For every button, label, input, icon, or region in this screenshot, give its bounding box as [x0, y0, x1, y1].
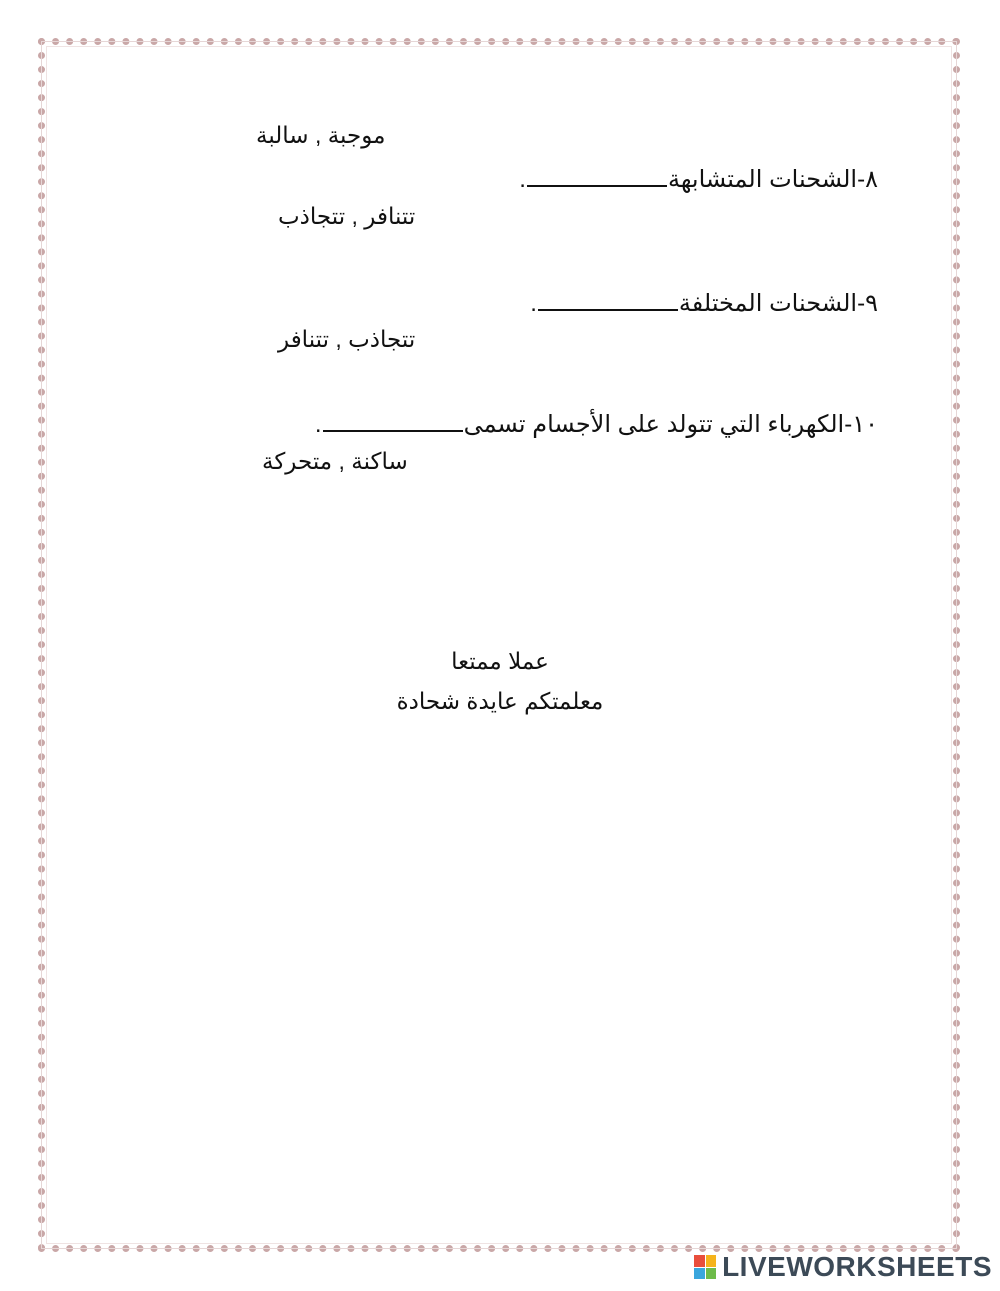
question-10-text: الكهرباء التي تتولد على الأجسام تسمى [463, 411, 845, 438]
question-9-text: الشحنات المختلفة [678, 290, 858, 317]
liveworksheets-logo[interactable] [694, 1251, 992, 1283]
choices-10: ساكنة , متحركة [262, 448, 408, 474]
question-8-number: ٨- [857, 166, 878, 193]
answer-blank-10[interactable] [323, 408, 463, 432]
brand-name: LIVEWORKSHEETS [722, 1251, 992, 1282]
choices-9: تتجاذب , تتنافر [278, 326, 416, 352]
question-10-number: ١٠- [844, 411, 878, 438]
question-9-end: . [530, 290, 537, 317]
teacher-signature: معلمتكم عايدة شحادة [396, 688, 604, 714]
answer-blank-8[interactable] [527, 163, 667, 187]
liveworksheets-logo-icon [694, 1255, 716, 1279]
question-10 [315, 408, 878, 437]
choices-8: تتنافر , تتجاذب [278, 203, 416, 229]
closing-wish: عملا ممتعا [451, 648, 549, 674]
question-9 [530, 287, 878, 316]
question-10-end: . [314, 411, 322, 438]
question-8 [519, 163, 878, 192]
page-border-inner [46, 46, 952, 1244]
question-8-end: . [519, 166, 526, 193]
question-9-number: ٩- [857, 290, 878, 317]
question-8-text: الشحنات المتشابهة [667, 166, 858, 193]
answer-blank-9[interactable] [538, 287, 678, 311]
choices-top: موجبة , سالبة [256, 122, 386, 148]
